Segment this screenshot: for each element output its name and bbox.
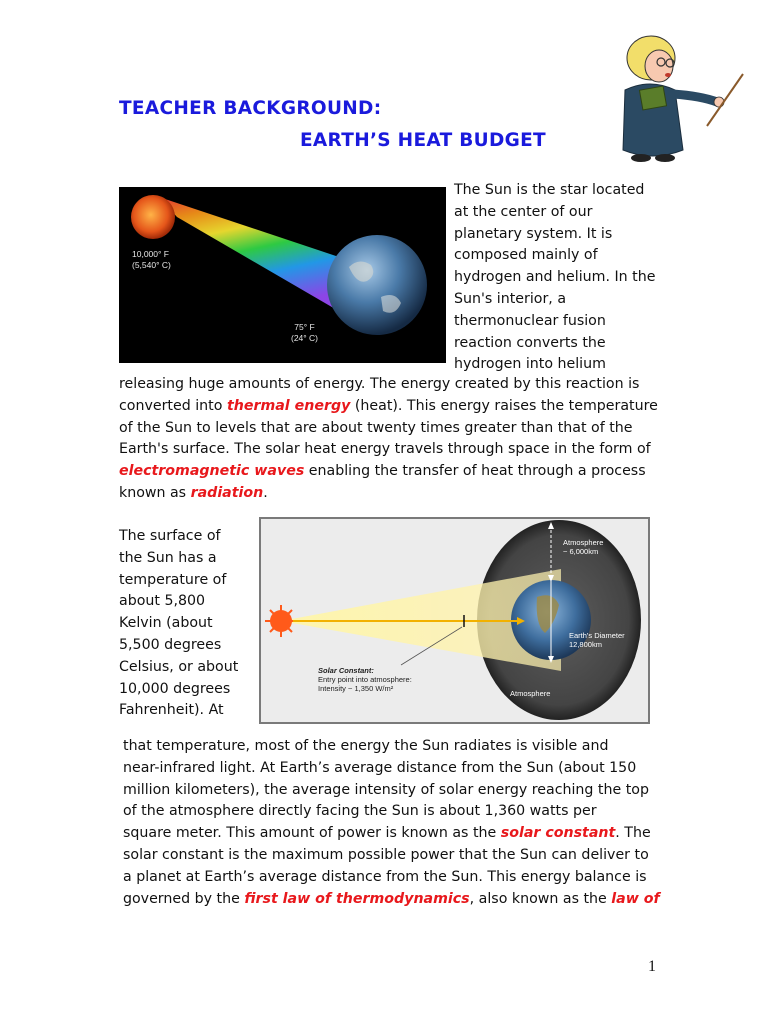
text-span: square meter. This amount of power is known as the <box>123 825 501 842</box>
solar-constant-entry: Entry point into atmosphere: <box>318 675 412 684</box>
text-line <box>123 889 660 911</box>
text-line: of the atmosphere directly facing the Sun is about 1,360 watts per <box>123 803 597 820</box>
text-line: Celsius, or about <box>119 658 239 675</box>
text-line: reaction converts the <box>454 334 606 351</box>
paragraph-1-wrap <box>454 180 655 376</box>
text-line: releasing huge amounts of energy. The energy created by this reaction is <box>119 376 640 392</box>
earth-diameter-label: Earth's Diameter <box>569 631 625 640</box>
atmosphere-bottom-label: Atmosphere <box>510 689 551 698</box>
text-line: 5,500 degrees <box>119 636 222 653</box>
text-line: about 5,800 <box>119 593 206 610</box>
text-line: that temperature, most of the energy the Sun radiates is visible and <box>123 738 609 754</box>
text-line: composed mainly of <box>454 247 598 264</box>
text-line: solar constant is the maximum possible power that the Sun can deliver to <box>123 846 649 863</box>
sun-temp-f-label: 10,000° F <box>132 249 169 259</box>
text-line: Earth's surface. The solar heat energy travels through space in the form of <box>119 441 651 458</box>
text-span: , also known as the <box>469 890 612 907</box>
text-line: a planet at Earth’s average distance from the Sun. This energy balance is <box>123 868 647 885</box>
text-span: enabling the transfer of heat through a process <box>304 463 646 480</box>
text-line: planetary system. It is <box>454 225 613 242</box>
text-line <box>123 823 660 845</box>
atmosphere-top-label: Atmosphere <box>563 538 604 547</box>
text-line: of the Sun to levels that are about twenty times greater than that of the <box>119 419 633 436</box>
text-span: governed by the <box>123 890 245 907</box>
text-line: thermonuclear fusion <box>454 312 606 329</box>
text-line: The surface of <box>119 528 221 544</box>
text-span: converted into <box>119 397 227 414</box>
text-span: (heat). This energy raises the temperature <box>350 397 658 414</box>
sun-earth-radiation-graphic <box>119 187 446 363</box>
atmosphere-thickness-label: ~ 6,000km <box>563 547 599 556</box>
solar-constant-intensity: Intensity ~ 1,350 W/m² <box>318 684 394 693</box>
solar-constant-diagram <box>259 517 650 724</box>
text-line: hydrogen and helium. In the <box>454 269 656 286</box>
text-line: hydrogen into helium <box>454 356 606 373</box>
text-span: known as <box>119 484 191 501</box>
text-line: Sun's interior, a <box>454 290 567 307</box>
highlight-electromagnetic-waves: electromagnetic waves <box>119 463 305 480</box>
text-line: Kelvin (about <box>119 615 213 632</box>
sun-temp-c-label: (5,540° C) <box>132 260 171 270</box>
highlight-radiation: radiation <box>190 484 264 501</box>
sun-earth-radiation-image <box>119 187 446 363</box>
highlight-thermal-energy: thermal energy <box>226 397 351 414</box>
text-line <box>119 461 658 483</box>
highlight-first-law: first law of thermodynamics <box>244 890 470 907</box>
page-number: 1 <box>648 958 656 975</box>
solar-constant-title: Solar Constant: <box>318 666 374 675</box>
text-line: temperature of <box>119 571 227 588</box>
text-line: Fahrenheit). At <box>119 702 224 719</box>
text-line <box>119 483 658 505</box>
text-line: million kilometers), the average intensity of solar energy reaching the top <box>123 781 649 798</box>
paragraph-1-full <box>119 374 658 505</box>
earth-temp-c-label: (24° C) <box>291 333 319 343</box>
earth-diameter-value: 12,800km <box>569 640 602 649</box>
title-line-1: TEACHER BACKGROUND: <box>119 98 382 119</box>
title-line-2: EARTH’S HEAT BUDGET <box>300 130 546 151</box>
text-line: near-infrared light. At Earth’s average distance from the Sun (about 150 <box>123 759 637 776</box>
highlight-solar-constant: solar constant <box>500 825 616 842</box>
text-line: The Sun is the star located <box>454 182 645 198</box>
teacher-cartoon-illustration <box>605 30 760 170</box>
paragraph-2-full <box>123 736 660 910</box>
paragraph-2-wrap <box>119 526 238 722</box>
earth-temp-f-label: 75° F <box>294 322 315 332</box>
text-line: at the center of our <box>454 203 593 220</box>
text-line: 10,000 degrees <box>119 680 231 697</box>
highlight-law-of: law of <box>611 890 660 907</box>
text-span: . <box>263 484 268 501</box>
text-line <box>119 396 658 418</box>
text-span: . The <box>615 825 651 842</box>
text-line: the Sun has a <box>119 549 217 566</box>
